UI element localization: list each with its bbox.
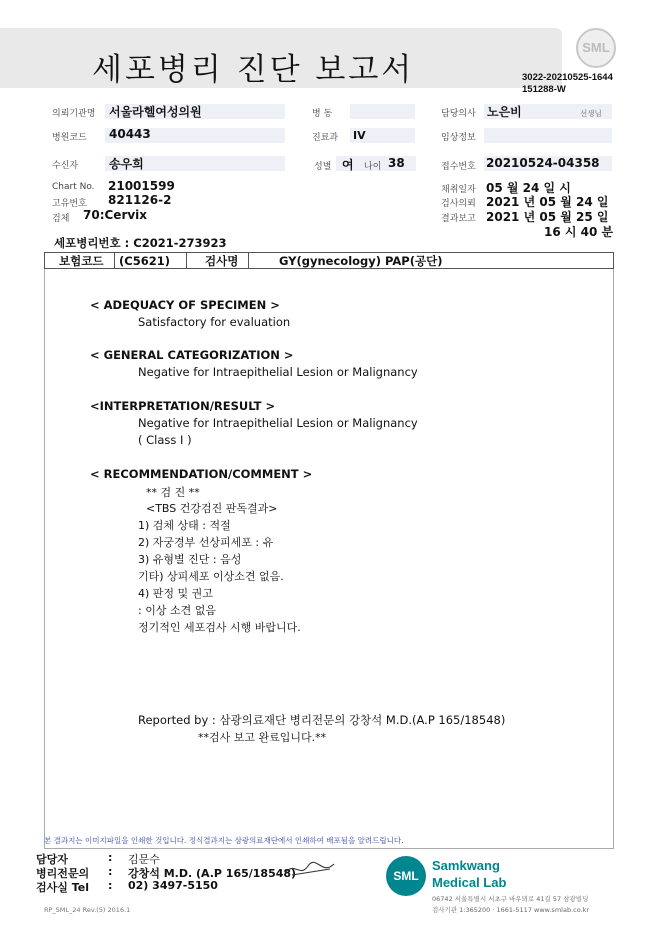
- request-value: 2021 년 05 월 24 일: [486, 195, 609, 209]
- receipt-label: 접수번호: [441, 162, 476, 172]
- request-label: 검사의뢰: [441, 199, 476, 209]
- reference-line-1: 3022-20210525-1644: [522, 72, 613, 83]
- recommendation-heading: < RECOMMENDATION/COMMENT >: [90, 467, 313, 481]
- test-name-label: 검사명: [187, 253, 249, 268]
- lab-tel-value: 02) 3497-5150: [128, 879, 218, 892]
- brand-name-line-1: Samkwang: [432, 858, 500, 873]
- general-categorization-text: Negative for Intraepithelial Lesion or Malignancy: [138, 365, 418, 379]
- comment-line: 2) 자궁경부 선상피세포 : 유: [138, 536, 274, 549]
- hospital-code-value: 40443: [109, 127, 151, 141]
- comment-line: <TBS 건강검진 판독결과>: [146, 502, 278, 515]
- collect-label: 채취일자: [441, 185, 476, 195]
- colon: :: [108, 865, 113, 878]
- doctor-label: 담당의사: [441, 109, 476, 119]
- manager-value: 김문수: [128, 853, 160, 866]
- sml-logo: SML: [576, 28, 616, 68]
- comment-line: 정기적인 세포검사 시행 바랍니다.: [138, 621, 301, 634]
- institution-value: 서울라헬여성의원: [109, 105, 202, 119]
- recipient-value: 송우희: [109, 157, 144, 171]
- interpretation-text-2: ( Class I ): [138, 433, 192, 447]
- lab-address-line-1: 06742 서울특별시 서초구 바우뫼로 41길 57 삼광빌딩: [432, 895, 589, 903]
- specimen-label: 검체: [52, 214, 70, 224]
- reported-by: Reported by : 삼광의료재단 병리전문의 강창석 M.D.(A.P 165/18548): [138, 713, 506, 727]
- print-notice: 본 결과지는 이미지파일을 인쇄한 것입니다. 정식결과지는 삼광의료재단에서 인쇄하여 배포됨을 알려드립니다.: [44, 836, 404, 845]
- test-code-bar: [44, 252, 614, 269]
- comment-line: : 이상 소견 없음: [138, 604, 216, 617]
- reference-number: [522, 72, 613, 96]
- pathologist-label: 병리전문의: [36, 867, 90, 880]
- report-date-value: 2021 년 05 월 25 일: [486, 210, 609, 224]
- unique-no-label: 고유번호: [52, 199, 87, 209]
- sex-label: 성별: [314, 162, 332, 172]
- receipt-value: 20210524-04358: [486, 156, 600, 170]
- report-date-label: 결과보고: [441, 214, 476, 224]
- department-label: 진료과: [312, 133, 339, 143]
- lab-address: [432, 894, 589, 916]
- chart-no-label: Chart No.: [52, 182, 95, 192]
- ward-label: 병 동: [312, 109, 333, 119]
- ward-field: [350, 104, 415, 119]
- hospital-code-label: 병원코드: [52, 133, 87, 143]
- insurance-code-label: 보험코드: [45, 253, 115, 268]
- chart-no-value: 21001599: [108, 179, 175, 193]
- unique-no-value: 821126-2: [108, 193, 172, 207]
- comment-line: ** 검 진 **: [146, 486, 200, 499]
- manager-label: 담당자: [36, 853, 68, 866]
- department-value: IV: [353, 129, 366, 142]
- form-number: RP_SML_24 Rev.(5) 2016.1: [44, 906, 131, 914]
- test-name-value: GY(gynecology) PAP(공단): [279, 253, 443, 268]
- comment-line: 3) 유형별 진단 : 음성: [138, 553, 242, 566]
- colon: :: [108, 851, 113, 864]
- comment-line: 4) 판정 및 권고: [138, 587, 213, 600]
- report-content-box: [44, 252, 614, 849]
- interpretation-text-1: Negative for Intraepithelial Lesion or Malignancy: [138, 416, 418, 430]
- specimen-value: 70:Cervix: [83, 208, 148, 222]
- sex-value: 여: [342, 158, 354, 172]
- lab-address-line-2: 검사기관 1:365200 · 1661-5117 www.smlab.co.kr: [432, 906, 590, 914]
- report-title: 세포병리 진단 보고서: [92, 52, 415, 88]
- collect-value: 05 월 24 일 시: [486, 181, 571, 195]
- lab-tel-label: 검사실 Tel: [36, 881, 89, 894]
- pathologist-value: 강창석 M.D. (A.P 165/18548): [128, 867, 297, 880]
- recipient-label: 수신자: [52, 161, 79, 171]
- signature-icon: [282, 858, 338, 880]
- doctor-value: 노은비: [487, 105, 522, 119]
- samkwang-logo: SML: [386, 856, 426, 896]
- age-value: 38: [388, 156, 405, 170]
- age-label: 나이: [364, 162, 382, 172]
- reference-line-2: 151288-W: [522, 84, 566, 95]
- report-time-value: 16 시 40 분: [544, 225, 614, 239]
- pathology-number: 세포병리번호 : C2021-273923: [54, 236, 227, 250]
- insurance-code-value: (C5621): [115, 253, 187, 268]
- adequacy-text: Satisfactory for evaluation: [138, 315, 291, 329]
- comment-line: 1) 검체 상태 : 적절: [138, 519, 231, 532]
- comment-line: 기타) 상피세포 이상소견 없음.: [138, 570, 284, 583]
- general-categorization-heading: < GENERAL CATEGORIZATION >: [90, 348, 294, 362]
- report-complete: **검사 보고 완료입니다.**: [198, 731, 327, 744]
- clinical-info-label: 임상정보: [441, 133, 476, 143]
- adequacy-heading: < ADEQUACY OF SPECIMEN >: [90, 298, 280, 312]
- clinical-info-field: [484, 128, 612, 143]
- interpretation-heading: <INTERPRETATION/RESULT >: [90, 399, 276, 413]
- colon: :: [108, 879, 113, 892]
- institution-label: 의뢰기관명: [52, 109, 96, 119]
- doctor-suffix: 선생님: [580, 109, 602, 118]
- brand-name-line-2: Medical Lab: [432, 875, 507, 890]
